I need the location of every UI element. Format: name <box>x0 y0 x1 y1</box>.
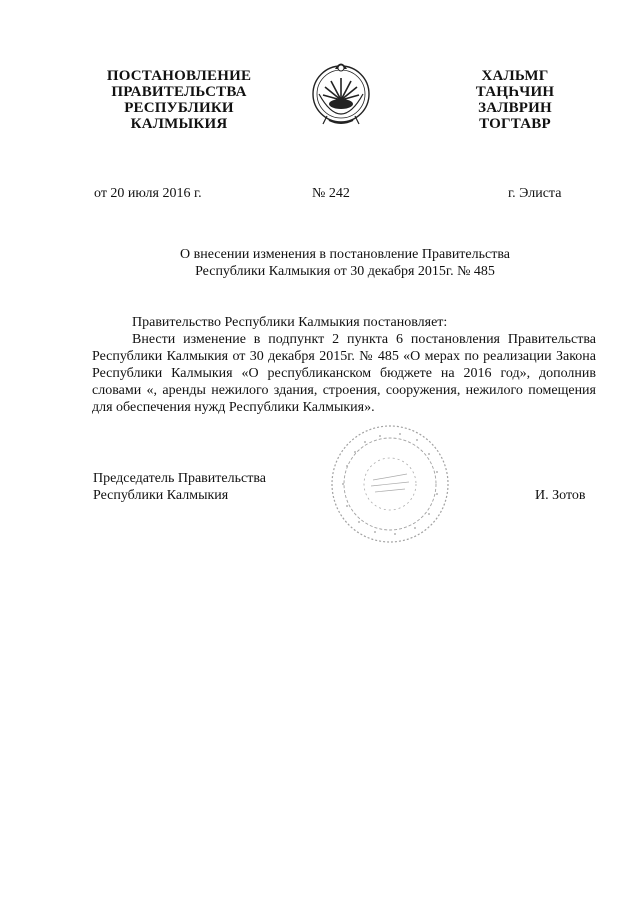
header-right-line: ЗАЛВРИН <box>478 100 552 116</box>
body-intro: Правительство Республики Калмыкия постановляет: <box>132 315 448 330</box>
header-left-line: ПРАВИТЕЛЬСТВА <box>111 84 247 100</box>
header-left-line: КАЛМЫКИЯ <box>130 116 228 132</box>
header-left-title <box>100 68 258 132</box>
signer-position <box>93 470 266 504</box>
title-line: Республики Калмыкия от 30 декабря 2015г. № 485 <box>195 264 495 279</box>
official-stamp-icon <box>325 422 455 546</box>
header-right-title <box>465 68 565 132</box>
document-title <box>140 246 550 280</box>
header-right-line: ТОГТАВР <box>479 116 551 132</box>
document-number: № 242 <box>312 186 350 201</box>
header-right-line: ХАЛЬМГ <box>481 68 549 84</box>
body-paragraph: Внести изменение в подпункт 2 пункта 6 постановления Правительства Республики Калмыкия от 30 декабря 2015г. № 485 «О мерах по реализации Закона Республики Калмыкия «О республиканском бюджете на 2016 год», дополнив словами «, аренды нежилого здания, строения, сооружения, нежилого помещения для обеспечения нужд Республики Калмыкия». <box>92 332 596 415</box>
title-line: О внесении изменения в постановление Правительства <box>180 247 510 262</box>
signer-position-line: Республики Калмыкия <box>93 488 229 503</box>
signer-position-line: Председатель Правительства <box>93 471 266 486</box>
document-city: г. Элиста <box>508 186 562 201</box>
signer-name: И. Зотов <box>535 488 586 503</box>
header-left-line: РЕСПУБЛИКИ <box>124 100 234 116</box>
header-left-line: ПОСТАНОВЛЕНИЕ <box>106 68 252 84</box>
document-date: от 20 июля 2016 г. <box>94 186 202 201</box>
document-body <box>92 314 596 416</box>
coat-of-arms-icon <box>309 54 373 138</box>
header-right-line: ТАҢҺЧИН <box>475 84 555 100</box>
